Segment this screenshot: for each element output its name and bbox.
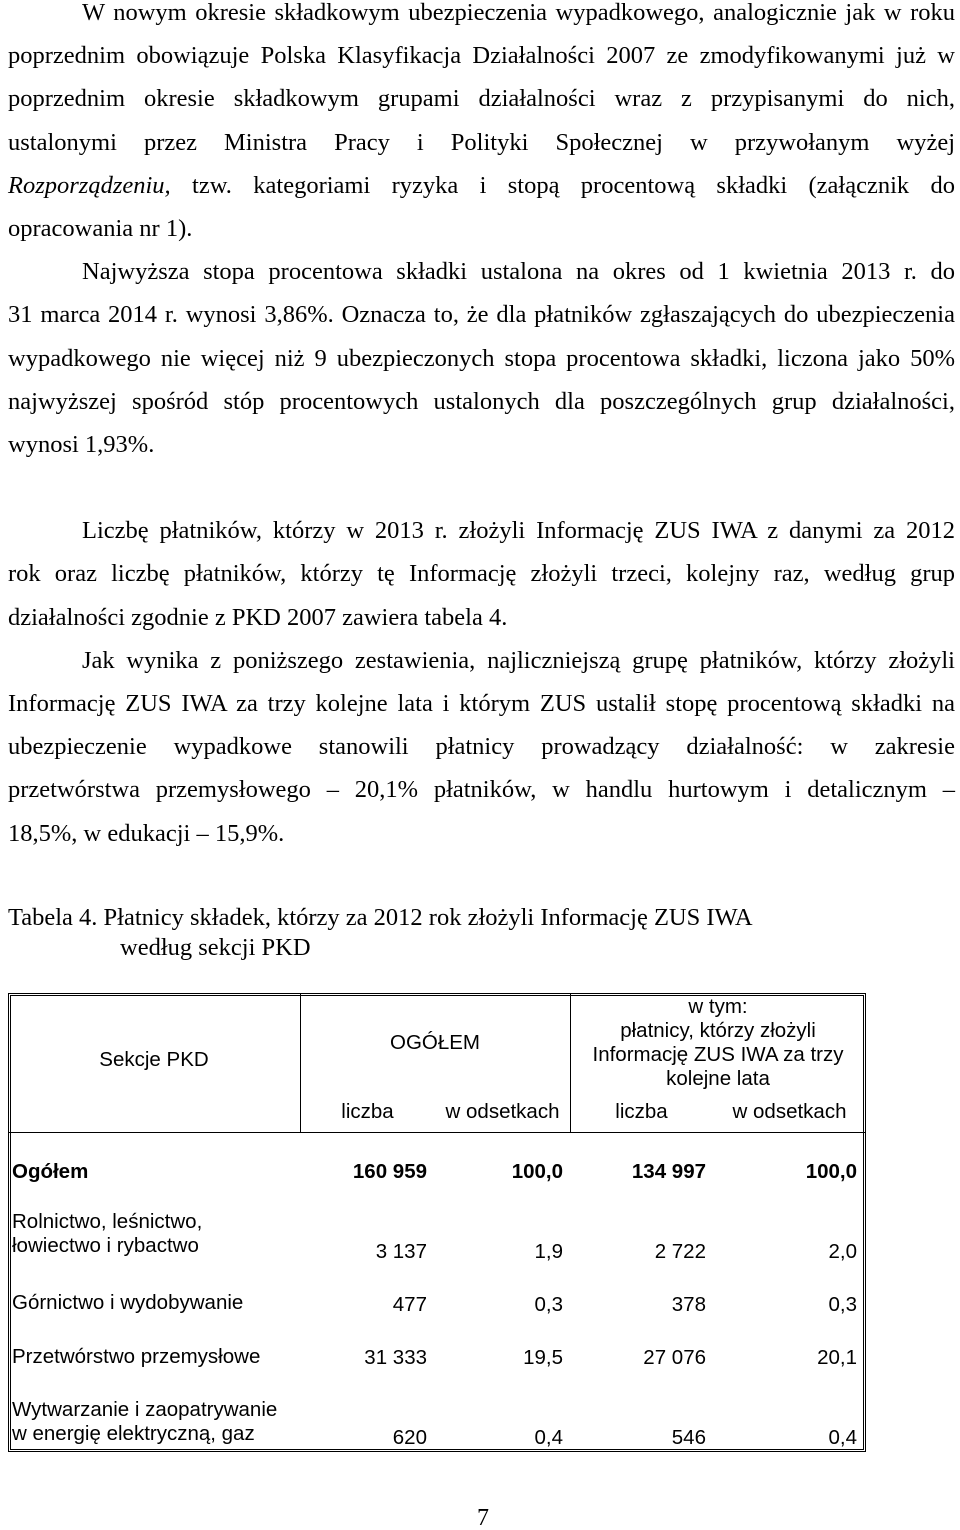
subheader-total-count: liczba bbox=[341, 1100, 394, 1123]
paragraph-1 bbox=[8, 0, 955, 250]
row-subset-percent: 2,0 bbox=[828, 1240, 857, 1263]
paragraph-line: poprzednim okresie składkowym grupami działalności wraz z przypisanymi do nich, bbox=[8, 85, 955, 113]
paragraph-line: wynosi 1,93%. bbox=[8, 430, 155, 458]
row-section bbox=[12, 1398, 292, 1446]
row-subset-percent: 0,4 bbox=[828, 1426, 857, 1449]
row-subset-count: 378 bbox=[671, 1293, 706, 1316]
row-section-line: w energię elektryczną, gaz bbox=[12, 1422, 255, 1445]
row-section: Górnictwo i wydobywanie bbox=[12, 1291, 244, 1314]
paragraph-line: przetwórstwa przemysłowego – 20,1% płatników, w handlu hurtowym i detalicznym – bbox=[8, 776, 955, 804]
header-subset-line: Informację ZUS IWA za trzy bbox=[592, 1043, 844, 1066]
header-subset-line: w tym: bbox=[688, 995, 748, 1018]
table-caption-line: Tabela 4. Płatnicy składek, którzy za 2012 rok złożyli Informację ZUS IWA bbox=[8, 904, 753, 931]
row-total-percent: 1,9 bbox=[534, 1240, 563, 1263]
subheader-total-percent: w odsetkach bbox=[445, 1100, 560, 1123]
paragraph-line: 31 marca 2014 r. wynosi 3,86%. Oznacza to, że dla płatników zgłaszających do ubezpieczenia bbox=[8, 301, 955, 329]
paragraph-line: W nowym okresie składkowym ubezpieczenia wypadkowego, analogicznie jak w roku bbox=[82, 0, 955, 26]
subheader-subset-count: liczba bbox=[615, 1100, 668, 1123]
row-total-percent: 19,5 bbox=[523, 1346, 563, 1369]
row-subset-percent: 20,1 bbox=[817, 1346, 857, 1369]
paragraph-3 bbox=[8, 509, 955, 639]
row-total-count: 3 137 bbox=[375, 1240, 427, 1263]
paragraph-line: wypadkowego nie więcej niż 9 ubezpieczonych stopa procentowa składki, liczona jako 50% bbox=[8, 344, 955, 372]
row-total-count: 477 bbox=[392, 1293, 427, 1316]
row-subset-count: 134 997 bbox=[631, 1160, 706, 1183]
paragraph-line: najwyższej spośród stóp procentowych ustalonych dla poszczególnych grup działalności, bbox=[8, 387, 955, 415]
paragraph-line: Jak wynika z poniższego zestawienia, najliczniejszą grupę płatników, którzy złożyli bbox=[82, 646, 955, 674]
header-total: OGÓŁEM bbox=[390, 1031, 480, 1054]
italic-term: Rozporządzeniu, bbox=[8, 171, 171, 199]
paragraph-line: poprzednim obowiązuje Polska Klasyfikacja Działalności 2007 ze zmodyfikowanymi już w bbox=[8, 42, 955, 70]
paragraph-line: Najwyższa stopa procentowa składki ustalona na okres od 1 kwietnia 2013 r. do bbox=[82, 258, 955, 286]
page-number: 7 bbox=[477, 1505, 489, 1530]
paragraph-line: 18,5%, w edukacji – 15,9%. bbox=[8, 819, 285, 847]
header-subset bbox=[570, 995, 866, 1091]
paragraph-line bbox=[8, 164, 955, 207]
row-total-percent: 100,0 bbox=[511, 1160, 563, 1183]
row-total-count: 620 bbox=[392, 1426, 427, 1449]
row-section: Ogółem bbox=[12, 1160, 89, 1183]
header-subset-line: płatnicy, którzy złożyli bbox=[620, 1019, 816, 1042]
paragraph-line: Liczbę płatników, którzy w 2013 r. złożyli Informację ZUS IWA z danymi za 2012 bbox=[82, 517, 955, 545]
subheader-subset-percent: w odsetkach bbox=[732, 1100, 847, 1123]
row-total-count: 160 959 bbox=[352, 1160, 427, 1183]
row-total-percent: 0,3 bbox=[534, 1293, 563, 1316]
line-text: tzw. kategoriami ryzyka i stopą procentową składki (załącznik do bbox=[192, 171, 956, 199]
paragraph-2 bbox=[8, 250, 955, 466]
paragraph-line: ubezpieczenie wypadkowe stanowili płatnicy prowadzący działalność: w zakresie bbox=[8, 733, 955, 761]
paragraph-line: rok oraz liczbę płatników, którzy tę Informację złożyli trzeci, kolejny raz, według grup bbox=[8, 560, 955, 588]
row-section: Przetwórstwo przemysłowe bbox=[12, 1345, 261, 1368]
row-section-line: Wytwarzanie i zaopatrywanie bbox=[12, 1398, 278, 1421]
paragraph-4 bbox=[8, 639, 955, 855]
paragraph-line: działalności zgodnie z PKD 2007 zawiera tabela 4. bbox=[8, 603, 508, 631]
paragraph-line: ustalonymi przez Ministra Pracy i Polityki Społecznej w przywołanym wyżej bbox=[8, 128, 955, 156]
row-total-percent: 0,4 bbox=[534, 1426, 563, 1449]
row-section-line: Rolnictwo, leśnictwo, bbox=[12, 1210, 203, 1233]
row-subset-count: 546 bbox=[671, 1426, 706, 1449]
table-caption-line: według sekcji PKD bbox=[120, 934, 311, 961]
blank-line bbox=[8, 466, 955, 509]
table-header-divider bbox=[8, 1132, 866, 1133]
row-subset-percent: 0,3 bbox=[828, 1293, 857, 1316]
row-total-count: 31 333 bbox=[364, 1346, 427, 1369]
header-subset-line: kolejne lata bbox=[666, 1067, 770, 1090]
paragraph-line: opracowania nr 1). bbox=[8, 214, 193, 242]
paragraph-line: Informację ZUS IWA za trzy kolejne lata i którym ZUS ustalił stopę procentową składki na bbox=[8, 690, 955, 717]
row-subset-count: 2 722 bbox=[654, 1240, 706, 1263]
row-section bbox=[12, 1210, 292, 1258]
row-subset-percent: 100,0 bbox=[805, 1160, 857, 1183]
body-text bbox=[8, 0, 955, 855]
header-sections: Sekcje PKD bbox=[99, 1048, 209, 1071]
row-subset-count: 27 076 bbox=[643, 1346, 706, 1369]
row-section-line: łowiectwo i rybactwo bbox=[12, 1234, 199, 1257]
